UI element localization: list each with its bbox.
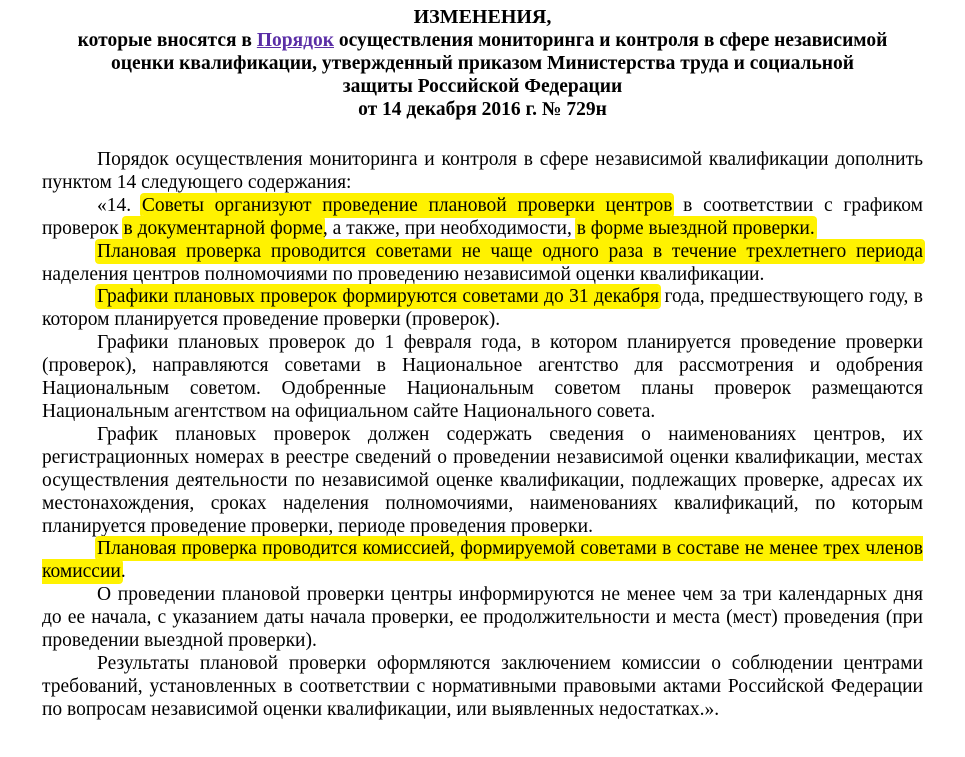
paragraph-schedule-formation bbox=[42, 286, 923, 332]
text-segment: График плановых проверок должен содержать сведения о наименованиях центров, их регистрационных номерах в реестре сведений о проведении независимой оценки квалификации, местах осуществления деятельности по независимой оценке квалификации, подлежащих проверке, адресах их местонахождения, сроках наделения полномочиями, наименованиях квалификаций, по которым планируется проведение проверки, периоде проведения проверки. bbox=[42, 423, 923, 537]
text-segment: наделения центров полномочиями по проведению независимой оценки квалификации. bbox=[42, 263, 765, 285]
highlighted-text: Плановая проверка проводится комиссией, формируемой советами в составе не менее трех членов комиссии bbox=[42, 538, 923, 583]
text-segment: в соответствии с графиком проверок bbox=[42, 194, 923, 239]
paragraph-results bbox=[42, 653, 923, 722]
title-heading: ИЗМЕНЕНИЯ, bbox=[413, 6, 552, 28]
text-segment: «14. bbox=[97, 194, 142, 216]
highlighted-text: Графики плановых проверок формируются советами до 31 декабря bbox=[97, 286, 660, 308]
highlighted-text: Плановая проверка проводится советами не чаще одного раза в течение трехлетнего периода bbox=[97, 240, 923, 262]
text-segment: Графики плановых проверок до 1 февраля года, в котором планируется проведение проверки (проверок), направляются советами в Национальное агентство для рассмотрения и одобрения Национальным советом. Одобренные Национальным советом планы проверок размещаются Национальным агентством на официальном сайте Национального совета. bbox=[42, 332, 923, 422]
highlighted-text: в форме выездной проверки. bbox=[576, 217, 815, 239]
title-line-4: от 14 декабря 2016 г. № 729н bbox=[358, 99, 607, 120]
title-line-1-before: которые вносятся в bbox=[77, 30, 257, 51]
procedure-link[interactable]: Порядок bbox=[256, 30, 335, 51]
highlighted-text: Советы организуют проведение плановой проверки центров bbox=[141, 194, 673, 216]
text-segment: Результаты плановой проверки оформляются заключением комиссии о соблюдении центрами требований, установленных в соответствии с нормативными правовыми актами Российской Федерации по вопросам независимой оценки квалификации, или выявленных недостатках.». bbox=[42, 652, 923, 720]
paragraph-frequency bbox=[42, 241, 923, 287]
text-segment: . bbox=[120, 561, 126, 583]
title-line-3: защиты Российской Федерации bbox=[342, 76, 623, 97]
title-line-1 bbox=[42, 29, 923, 52]
document-body bbox=[42, 149, 923, 722]
text-segment: , а также, при необходимости, bbox=[322, 217, 577, 239]
text-segment: О проведении плановой проверки центры информируются не менее чем за три календарных дня до ее начала, с указанием даты начала проверки, ее продолжительности и места (мест) проведения (при проведении выездной проверки). bbox=[42, 584, 923, 652]
title-line-1-after: осуществления мониторинга и контроля в сфере независимой bbox=[334, 30, 888, 51]
paragraph-schedule-submission bbox=[42, 332, 923, 424]
title-line-2: оценки квалификации, утвержденный приказом Министерства труда и социальной bbox=[110, 53, 855, 74]
paragraph-commission bbox=[42, 538, 923, 584]
highlighted-text: в документарной форме bbox=[123, 217, 323, 239]
text-segment: года, предшествующего году, в котором планируется проведение проверки (проверок). bbox=[42, 286, 923, 331]
paragraph-intro bbox=[42, 149, 923, 195]
paragraph-schedule-contents bbox=[42, 424, 923, 539]
paragraph-notification bbox=[42, 584, 923, 653]
document-title bbox=[42, 6, 923, 121]
text-segment: Порядок осуществления мониторинга и контроля в сфере независимой квалификации дополнить пунктом 14 следующего содержания: bbox=[42, 149, 923, 193]
paragraph-item-14 bbox=[42, 195, 923, 241]
